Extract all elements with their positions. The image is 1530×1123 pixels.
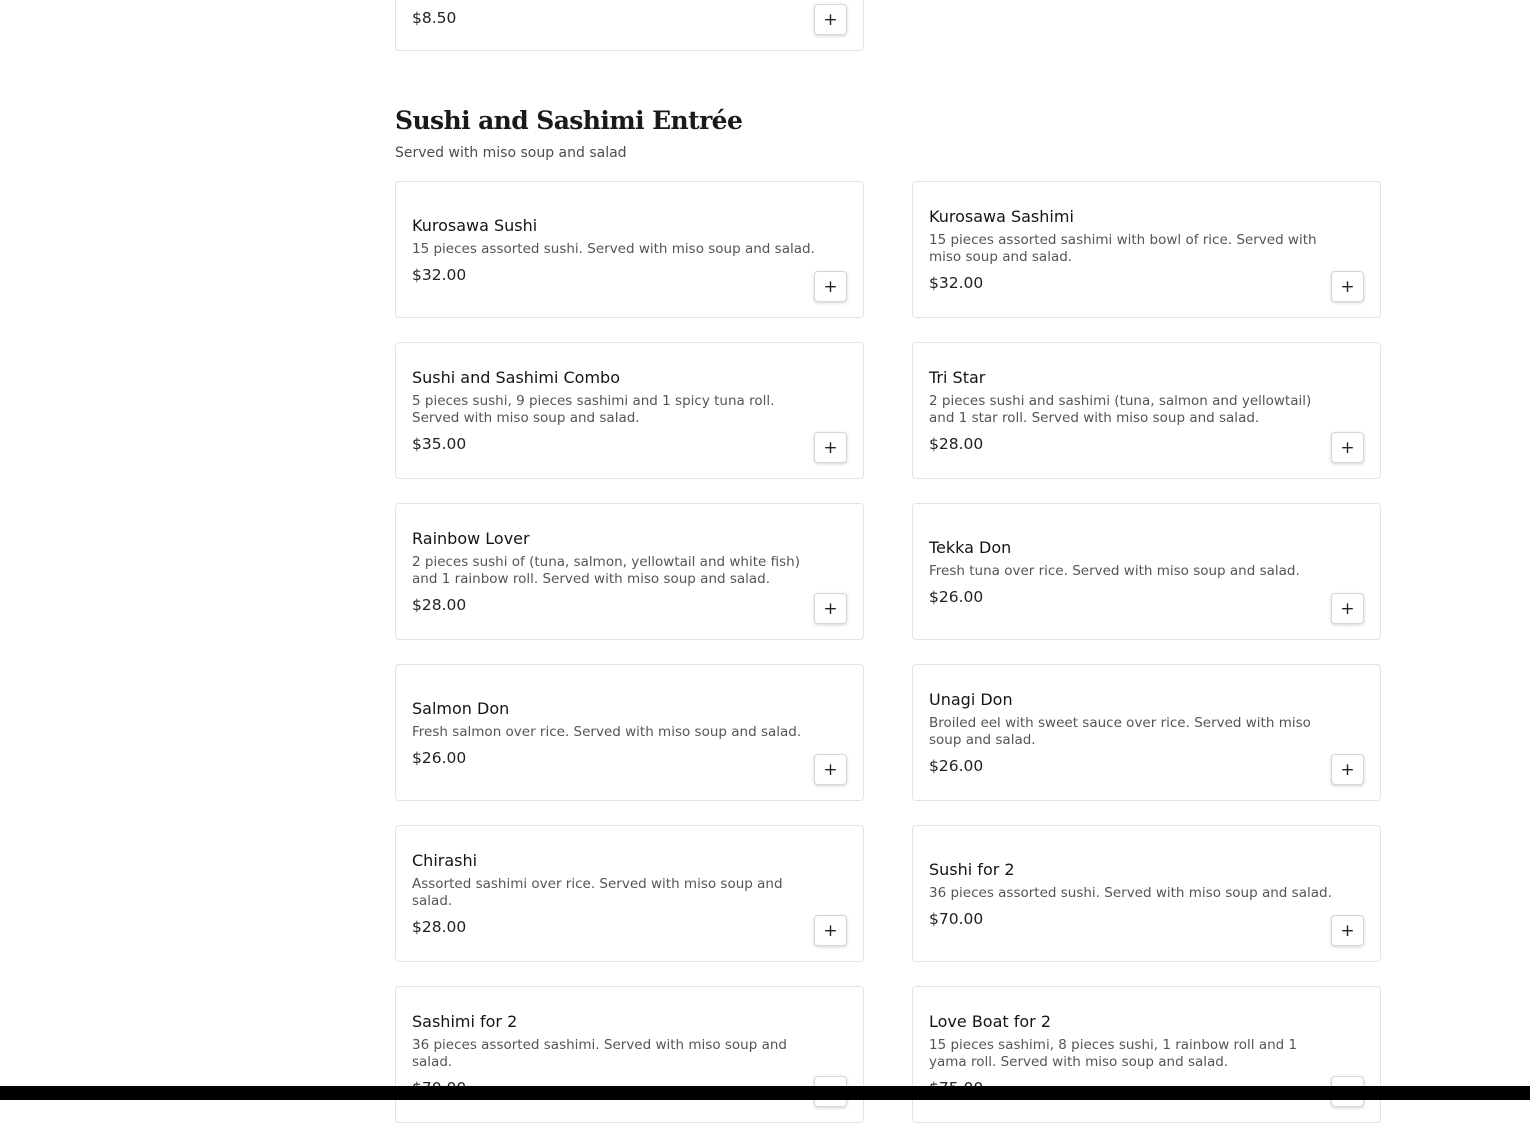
item-price: $8.50 xyxy=(412,8,457,27)
add-item-button[interactable]: + xyxy=(1331,271,1364,302)
add-item-button[interactable]: + xyxy=(1331,432,1364,463)
menu-item-card[interactable] xyxy=(912,181,1381,318)
item-price: $32.00 xyxy=(929,274,984,292)
item-description: 2 pieces sushi of (tuna, salmon, yellowtail and white fish) and 1 rainbow roll. Served with miso soup and salad. xyxy=(412,554,800,587)
section-title: Sushi and Sashimi Entrée xyxy=(395,106,743,135)
item-name: Love Boat for 2 xyxy=(929,1012,1052,1031)
add-item-button[interactable]: + xyxy=(814,432,847,463)
menu-item-card[interactable] xyxy=(912,342,1381,479)
item-name: Kurosawa Sashimi xyxy=(929,207,1074,226)
item-name: Kurosawa Sushi xyxy=(412,215,538,235)
item-price: $26.00 xyxy=(412,748,467,767)
item-description: Assorted sashimi over rice. Served with miso soup and salad. xyxy=(412,876,783,909)
add-item-button[interactable]: + xyxy=(814,593,847,624)
menu-item-card[interactable] xyxy=(912,664,1381,801)
item-name: Tekka Don xyxy=(929,537,1012,557)
menu-item-card[interactable] xyxy=(395,825,864,962)
item-name: Sashimi for 2 xyxy=(412,1012,518,1031)
item-name: Chirashi xyxy=(412,851,478,870)
item-price: $28.00 xyxy=(412,918,467,936)
item-price: $70.00 xyxy=(929,909,984,928)
menu-item-card[interactable] xyxy=(912,825,1381,962)
item-price: $26.00 xyxy=(929,757,984,775)
add-item-button[interactable]: + xyxy=(1331,754,1364,785)
menu-item-card[interactable] xyxy=(395,0,864,51)
menu-item-card[interactable] xyxy=(912,986,1381,1123)
item-description: Fresh salmon over rice. Served with miso soup and salad. xyxy=(412,723,802,740)
add-item-button[interactable]: + xyxy=(814,915,847,946)
item-name: Sushi for 2 xyxy=(929,859,1015,879)
add-item-button[interactable]: + xyxy=(1331,593,1364,624)
item-price: $28.00 xyxy=(929,435,984,453)
menu-item-card[interactable] xyxy=(395,986,864,1123)
item-name: Rainbow Lover xyxy=(412,529,530,548)
item-description: 2 pieces sushi and sashimi (tuna, salmon and yellowtail) and 1 star roll. Served with miso soup and salad. xyxy=(929,393,1312,426)
item-name: Unagi Don xyxy=(929,690,1013,709)
item-name: Sushi and Sashimi Combo xyxy=(412,368,620,387)
bottom-bar xyxy=(0,1086,1530,1100)
add-item-button[interactable]: + xyxy=(814,4,847,35)
item-price: $35.00 xyxy=(412,435,467,453)
menu-item-card[interactable] xyxy=(395,181,864,318)
item-description: 15 pieces sashimi, 8 pieces sushi, 1 rainbow roll and 1 yama roll. Served with miso soup and salad. xyxy=(929,1037,1298,1070)
item-description: Fresh tuna over rice. Served with miso soup and salad. xyxy=(929,562,1300,579)
add-item-button[interactable]: + xyxy=(814,271,847,302)
item-description: Broiled eel with sweet sauce over rice. Served with miso soup and salad. xyxy=(929,715,1311,748)
menu-item-card[interactable] xyxy=(912,503,1381,640)
item-description: 15 pieces assorted sashimi with bowl of rice. Served with miso soup and salad. xyxy=(929,232,1317,265)
item-name: Salmon Don xyxy=(412,698,510,718)
item-price: $28.00 xyxy=(412,596,467,614)
item-description: 36 pieces assorted sushi. Served with miso soup and salad. xyxy=(929,884,1332,901)
add-item-button[interactable]: + xyxy=(1331,915,1364,946)
item-description: 15 pieces assorted sushi. Served with miso soup and salad. xyxy=(412,240,815,257)
add-item-button[interactable]: + xyxy=(814,754,847,785)
item-description: 5 pieces sushi, 9 pieces sashimi and 1 spicy tuna roll. Served with miso soup and salad. xyxy=(412,393,775,426)
item-price: $26.00 xyxy=(929,587,984,606)
section-subtitle: Served with miso soup and salad xyxy=(395,145,627,161)
menu-item-card[interactable] xyxy=(395,342,864,479)
menu-item-card[interactable] xyxy=(395,664,864,801)
item-name: Tri Star xyxy=(929,368,986,387)
item-price: $32.00 xyxy=(412,265,467,284)
menu-item-card[interactable] xyxy=(395,503,864,640)
item-description: 36 pieces assorted sashimi. Served with miso soup and salad. xyxy=(412,1037,787,1070)
